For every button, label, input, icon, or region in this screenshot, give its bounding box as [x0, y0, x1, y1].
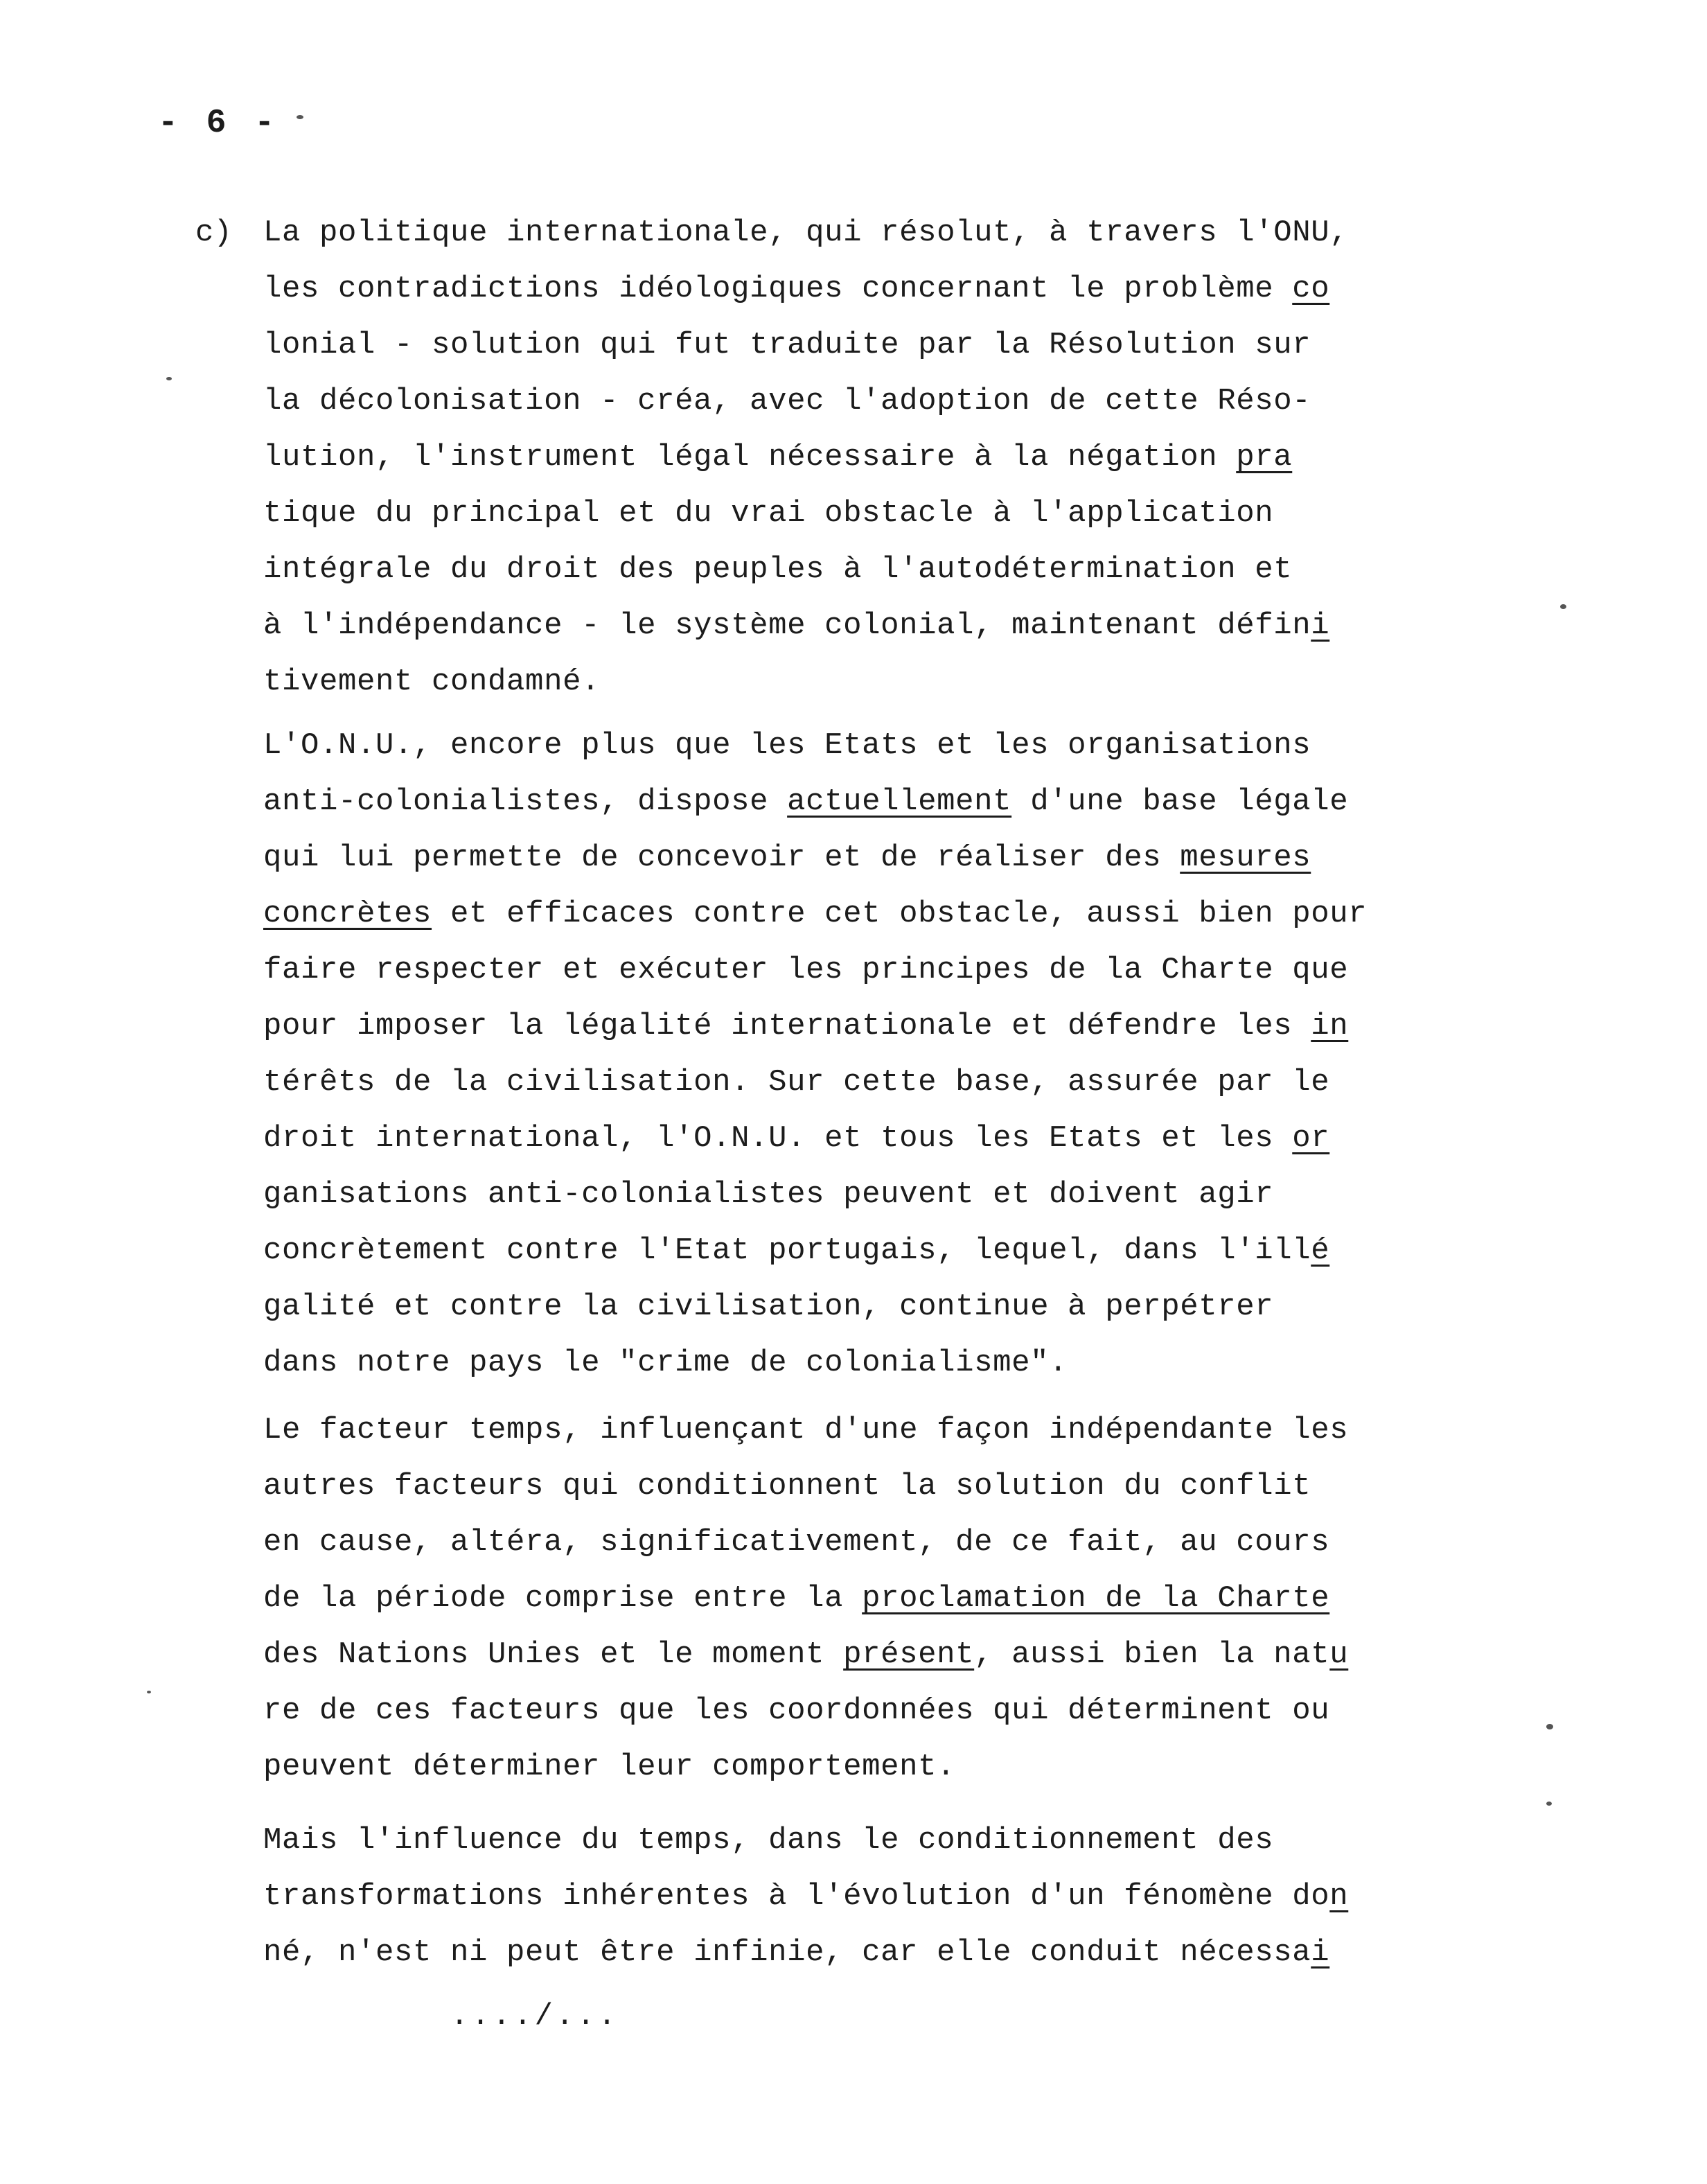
scan-speck — [297, 115, 303, 119]
paragraph-influence-temps — [263, 1813, 1483, 1981]
text-line — [263, 542, 1483, 598]
line-text: ganisations anti-colonialistes peuvent et doivent agir — [263, 1177, 1274, 1212]
line-text: les contradictions idéologiques concernant le problème — [263, 272, 1293, 306]
underlined-text: pra — [1236, 440, 1293, 475]
text-line — [263, 718, 1483, 774]
text-line — [263, 830, 1483, 886]
line-text: tivement condamné. — [263, 664, 601, 699]
line-text: lonial - solution qui fut traduite par la Résolution sur — [263, 328, 1311, 362]
scan-speck — [147, 1691, 151, 1693]
text-line — [263, 774, 1483, 830]
line-text: dans notre pays le "crime de colonialisme". — [263, 1346, 1068, 1380]
underlined-text: é — [1311, 1233, 1330, 1268]
paragraph-facteur-temps — [263, 1402, 1483, 1795]
underlined-text: proclamation de la Charte — [862, 1581, 1330, 1616]
text-line — [263, 1279, 1483, 1335]
line-text: lution, l'instrument légal nécessaire à la négation — [263, 440, 1237, 475]
line-text: faire respecter et exécuter les principes de la Charte que — [263, 953, 1349, 987]
text-line — [263, 1111, 1483, 1167]
line-text: autres facteurs qui conditionnent la solution du conflit — [263, 1469, 1311, 1504]
continuation-mark: ..../... — [450, 1999, 619, 2034]
line-text: tique du principal et du vrai obstacle à l'application — [263, 496, 1274, 531]
line-text: et efficaces contre cet obstacle, aussi bien pour — [432, 897, 1368, 931]
line-text: L'O.N.U., encore plus que les Etats et les organisations — [263, 728, 1311, 763]
line-text: transformations inhérentes à l'évolution d'un fénomène do — [263, 1879, 1330, 1914]
text-line — [263, 317, 1483, 373]
item-marker: c) — [195, 215, 232, 250]
scan-speck — [1560, 604, 1566, 609]
underlined-text: i — [1311, 1935, 1330, 1970]
text-line — [263, 1055, 1483, 1111]
underlined-text: n — [1329, 1879, 1349, 1914]
underlined-text: u — [1329, 1637, 1349, 1672]
text-line — [263, 598, 1483, 654]
line-text: pour imposer la légalité internationale et défendre les — [263, 1009, 1311, 1043]
paragraph-onu — [263, 718, 1483, 1391]
text-line — [263, 1739, 1483, 1795]
line-text: à l'indépendance - le système colonial, maintenant défin — [263, 608, 1311, 643]
text-line — [263, 1459, 1483, 1515]
line-text: en cause, altéra, significativement, de ce fait, au cours — [263, 1525, 1330, 1560]
underlined-text: mesures — [1180, 840, 1311, 875]
text-line — [263, 1813, 1483, 1869]
text-line — [263, 1925, 1483, 1981]
line-text: Le facteur temps, influençant d'une façon indépendante les — [263, 1413, 1349, 1447]
text-line — [263, 205, 1483, 261]
line-text: Mais l'influence du temps, dans le conditionnement des — [263, 1823, 1274, 1858]
scan-speck — [166, 377, 172, 380]
line-text: re de ces facteurs que les coordonnées qui déterminent ou — [263, 1693, 1330, 1728]
text-line — [263, 1515, 1483, 1571]
underlined-text: co — [1292, 272, 1330, 306]
line-text: térêts de la civilisation. Sur cette base, assurée par le — [263, 1065, 1330, 1100]
line-text: droit international, l'O.N.U. et tous les Etats et les — [263, 1121, 1293, 1156]
line-text: né, n'est ni peut être infinie, car elle conduit nécessa — [263, 1935, 1311, 1970]
page-number: - 6 - — [158, 105, 279, 142]
underlined-text: concrètes — [263, 897, 432, 931]
paragraph-c — [263, 205, 1483, 710]
text-line — [263, 1869, 1483, 1925]
text-line — [263, 486, 1483, 542]
underlined-text: i — [1311, 608, 1330, 643]
line-text: de la période comprise entre la — [263, 1581, 863, 1616]
line-text: des Nations Unies et le moment — [263, 1637, 844, 1672]
text-line — [263, 654, 1483, 710]
underlined-text: in — [1311, 1009, 1349, 1043]
scan-speck — [1546, 1802, 1552, 1806]
line-text: d'une base légale — [1011, 784, 1349, 819]
line-text: intégrale du droit des peuples à l'autodétermination et — [263, 552, 1293, 587]
underlined-text: actuellement — [787, 784, 1012, 819]
text-line — [263, 998, 1483, 1055]
underlined-text: présent — [843, 1637, 975, 1672]
text-line — [263, 886, 1483, 942]
line-text: La politique internationale, qui résolut, à travers l'ONU, — [263, 215, 1349, 250]
text-line — [263, 1627, 1483, 1683]
scan-speck — [1546, 1724, 1553, 1729]
text-line — [263, 1335, 1483, 1391]
text-line — [263, 942, 1483, 998]
text-line — [263, 1683, 1483, 1739]
text-line — [263, 1571, 1483, 1627]
text-line — [263, 1167, 1483, 1223]
line-text: galité et contre la civilisation, continue à perpétrer — [263, 1289, 1274, 1324]
text-line — [263, 430, 1483, 486]
line-text: la décolonisation - créa, avec l'adoption de cette Réso- — [263, 384, 1311, 419]
text-line — [263, 1223, 1483, 1279]
text-line — [263, 1402, 1483, 1459]
line-text: anti-colonialistes, dispose — [263, 784, 788, 819]
text-line — [263, 373, 1483, 430]
line-text: peuvent déterminer leur comportement. — [263, 1750, 956, 1784]
line-text: qui lui permette de concevoir et de réaliser des — [263, 840, 1180, 875]
line-text: , aussi bien la nat — [974, 1637, 1330, 1672]
text-line — [263, 261, 1483, 317]
underlined-text: or — [1292, 1121, 1330, 1156]
line-text: concrètement contre l'Etat portugais, lequel, dans l'ill — [263, 1233, 1311, 1268]
